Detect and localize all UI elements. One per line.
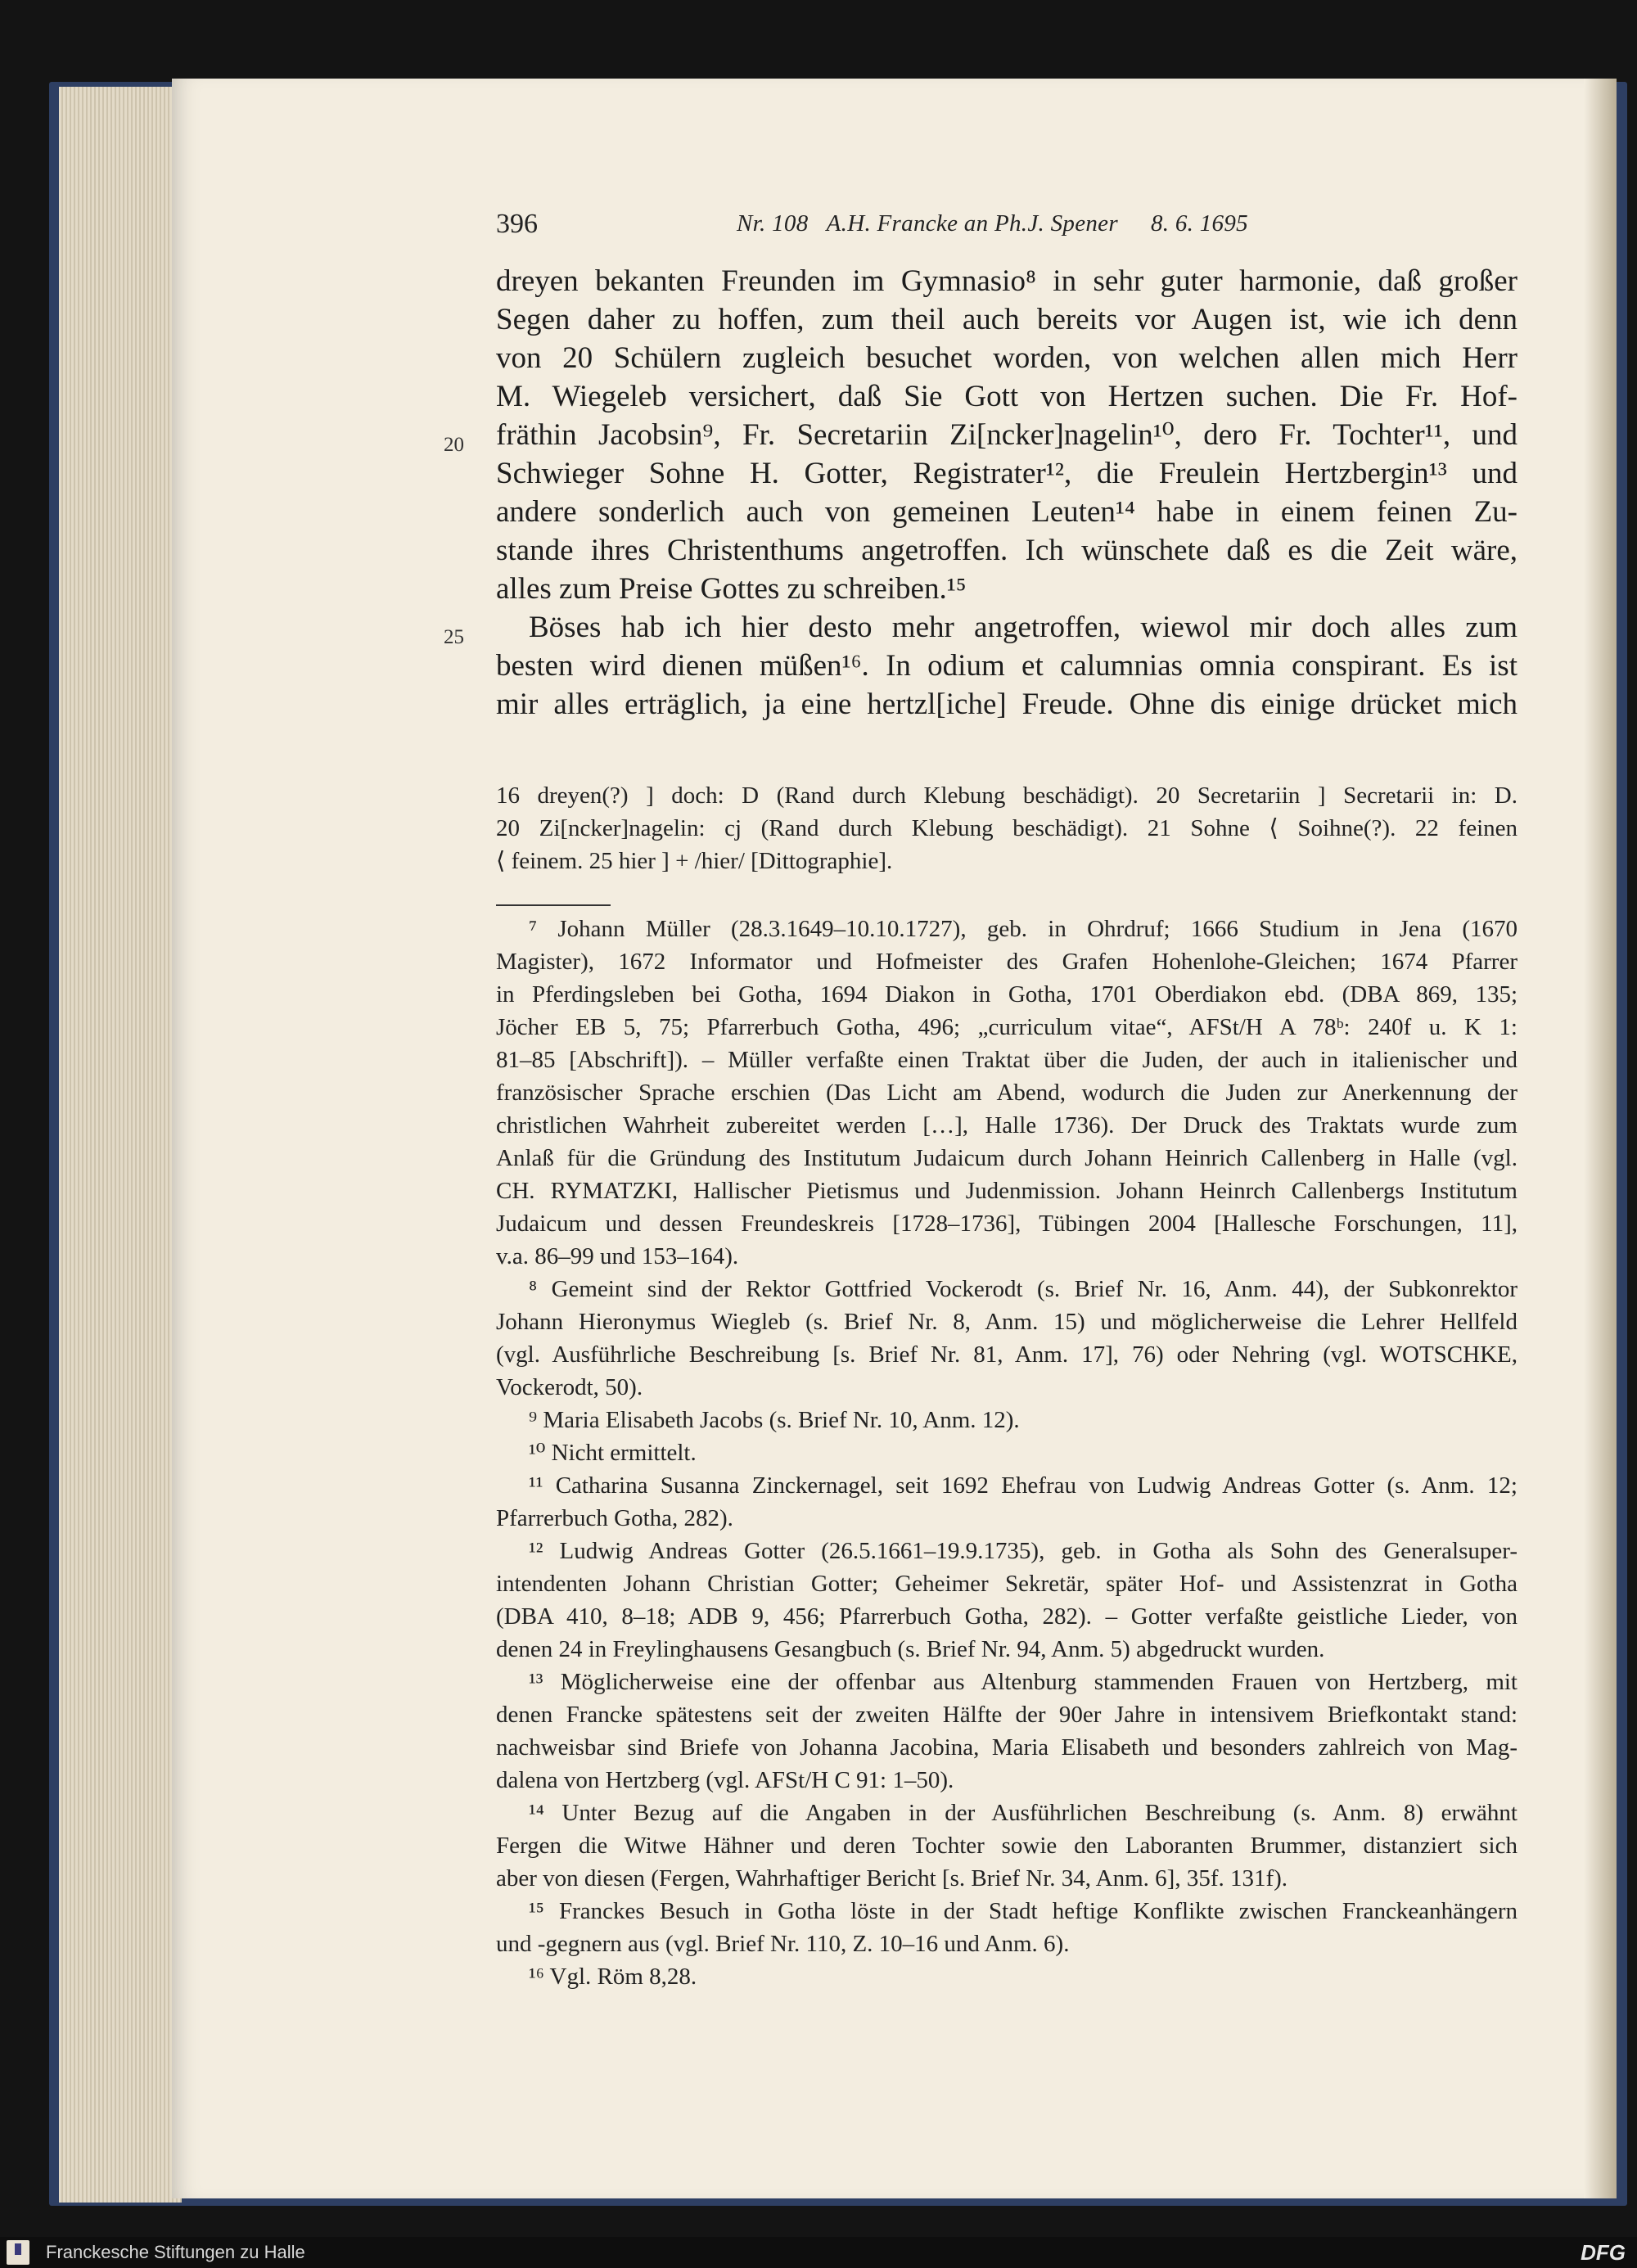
text-line: Böses hab ich hier desto mehr angetroffen, wiewol mir doch alles zum: [529, 611, 1517, 644]
footnote-line: französischer Sprache erschien (Das Licht am Abend, wodurch die Juden zur Anerkennung der: [496, 1080, 1517, 1106]
footnote-line: dalena von Hertzberg (vgl. AFSt/H C 91: 1–50).: [496, 1767, 954, 1793]
text-line: fräthin Jacobsin⁹, Fr. Secretariin Zi[ncker]nagelin¹⁰, dero Fr. Tochter¹¹, und: [496, 418, 1517, 452]
footnote-line: Magister), 1672 Informator und Hofmeister des Grafen Hohenlohe-Gleichen; 1674 Pfarrer: [496, 949, 1517, 975]
main-text: [496, 262, 1517, 724]
footnote-line: christlichen Wahrheit zubereitet werden […], Halle 1736). Der Druck des Traktats wurde zum: [496, 1112, 1517, 1139]
footnote-line: (DBA 410, 8–18; ADB 9, 456; Pfarrerbuch Gotha, 282). – Gotter verfaßte geistliche Lieder, von: [496, 1603, 1517, 1630]
footnote-line: ¹⁵ Franckes Besuch in Gotha löste in der Stadt heftige Konflikte zwischen Franckeanhängern: [529, 1898, 1517, 1924]
apparatus-line: 20 Zi[ncker]nagelin: cj (Rand durch Klebung beschädigt). 21 Sohne ⟨ Soihne(?). 22 feinen: [496, 815, 1517, 841]
text-line: Segen daher zu hoffen, zum theil auch bereits vor Augen ist, wie ich denn: [496, 303, 1517, 336]
line-number-20: 20: [444, 434, 464, 456]
institution-logo-icon[interactable]: [7, 2240, 29, 2265]
footnote-line: ¹³ Möglicherweise eine der offenbar aus Altenburg stammenden Frauen von Hertzberg, mit: [529, 1669, 1517, 1695]
footnote-rule: [496, 904, 611, 906]
footnote-line: CH. RYMATZKI, Hallischer Pietismus und Judenmission. Johann Heinrch Callenbergs Institutum: [496, 1178, 1517, 1204]
text-line: stande ihres Christenthums angetroffen. Ich wünschete daß es die Zeit wäre,: [496, 534, 1517, 567]
footnote-line: denen Francke spätestens seit der zweiten Hälfte der 90er Jahre in intensivem Briefkontakt stand:: [496, 1702, 1517, 1728]
footnote-line: ¹⁴ Unter Bezug auf die Angaben in der Ausführlichen Beschreibung (s. Anm. 8) erwähnt: [529, 1800, 1517, 1826]
critical-apparatus: [496, 779, 1517, 877]
apparatus-line: ⟨ feinem. 25 hier ] + /hier/ [Dittographie].: [496, 848, 893, 874]
page-edges: [59, 87, 182, 2203]
footnote-line: Vockerodt, 50).: [496, 1374, 643, 1400]
dfg-logo[interactable]: DFG: [1581, 2240, 1626, 2265]
footnote-line: intendenten Johann Christian Gotter; Geheimer Sekretär, später Hof- und Assistenzrat in Gotha: [496, 1571, 1517, 1597]
footnote-line: ¹² Ludwig Andreas Gotter (26.5.1661–19.9.1735), geb. in Gotha als Sohn des Generalsuper-: [529, 1538, 1517, 1564]
running-head: [737, 210, 1248, 237]
footnote-line: aber von diesen (Fergen, Wahrhaftiger Bericht [s. Brief Nr. 34, Anm. 6], 35f. 131f).: [496, 1865, 1288, 1892]
text-line: besten wird dienen müßen¹⁶. In odium et calumnias omnia conspirant. Es ist: [496, 649, 1517, 683]
footnote-line: Pfarrerbuch Gotha, 282).: [496, 1505, 733, 1531]
running-head-date: 8. 6. 1695: [1150, 210, 1248, 237]
footnote-line: ⁸ Gemeint sind der Rektor Gottfried Vockerodt (s. Brief Nr. 16, Anm. 44), der Subkonrektor: [529, 1276, 1517, 1302]
footnote-line: Jöcher EB 5, 75; Pfarrerbuch Gotha, 496; „curriculum vitae“, AFSt/H A 78ᵇ: 240f u. K 1:: [496, 1014, 1517, 1040]
footnote-line: Fergen die Witwe Hähner und deren Tochter sowie den Laboranten Brummer, distanziert sich: [496, 1833, 1517, 1859]
page-number: 396: [496, 209, 538, 239]
institution-label[interactable]: Franckesche Stiftungen zu Halle: [46, 2242, 305, 2262]
footnote-line: und -gegnern aus (vgl. Brief Nr. 110, Z. 10–16 und Anm. 6).: [496, 1931, 1070, 1957]
line-number-25: 25: [444, 626, 464, 648]
text-line: mir alles erträglich, ja eine hertzl[iche] Freude. Ohne dis einige drücket mich: [496, 688, 1517, 721]
page-gutter-shadow: [1584, 79, 1617, 2198]
footnote-line: Johann Hieronymus Wiegleb (s. Brief Nr. 8, Anm. 15) und möglicherweise die Lehrer Hellfeld: [496, 1309, 1517, 1335]
apparatus-line: 16 dreyen(?) ] doch: D (Rand durch Klebung beschädigt). 20 Secretariin ] Secretarii in: D.: [496, 782, 1517, 809]
footnote-line: ⁷ Johann Müller (28.3.1649–10.10.1727), geb. in Ohrdruf; 1666 Studium in Jena (1670: [529, 916, 1517, 942]
footnote-line: ¹⁶ Vgl. Röm 8,28.: [529, 1964, 697, 1990]
viewer-footer-bar: [0, 2237, 1637, 2268]
text-line: Schwieger Sohne H. Gotter, Registrater¹², die Freulein Hertzbergin¹³ und: [496, 457, 1517, 490]
text-line: dreyen bekanten Freunden im Gymnasio⁸ in sehr guter harmonie, daß großer: [496, 264, 1517, 298]
footnote-line: Judaicum und dessen Freundeskreis [1728–1736], Tübingen 2004 [Hallesche Forschungen, 11],: [496, 1211, 1517, 1237]
page-header: [496, 209, 1534, 245]
footnote-line: Anlaß für die Gründung des Institutum Judaicum durch Johann Heinrich Callenberg in Halle (vgl.: [496, 1145, 1517, 1171]
footnote-line: (vgl. Ausführliche Beschreibung [s. Brief Nr. 81, Anm. 17], 76) oder Nehring (vgl. WOTSCHKE,: [496, 1341, 1517, 1368]
running-head-title: Nr. 108 A.H. Francke an Ph.J. Spener: [737, 210, 1118, 237]
footnotes: [496, 913, 1517, 1993]
text-line: alles zum Preise Gottes zu schreiben.¹⁵: [496, 572, 967, 606]
footnote-line: ¹¹ Catharina Susanna Zinckernagel, seit 1692 Ehefrau von Ludwig Andreas Gotter (s. Anm. 12;: [529, 1472, 1517, 1499]
footnote-line: in Pferdingsleben bei Gotha, 1694 Diakon in Gotha, 1701 Oberdiakon ebd. (DBA 869, 135;: [496, 981, 1517, 1008]
text-line: von 20 Schülern zugleich besuchet worden, von welchen allen mich Herr: [496, 341, 1517, 375]
footnote-line: denen 24 in Freylinghausens Gesangbuch (s. Brief Nr. 94, Anm. 5) abgedruckt wurden.: [496, 1636, 1325, 1662]
footnote-line: ¹⁰ Nicht ermittelt.: [529, 1440, 697, 1466]
text-line: M. Wiegeleb versichert, daß Sie Gott von Hertzen suchen. Die Fr. Hof-: [496, 380, 1517, 413]
text-line: andere sonderlich auch von gemeinen Leuten¹⁴ habe in einem feinen Zu-: [496, 495, 1517, 529]
footnote-line: ⁹ Maria Elisabeth Jacobs (s. Brief Nr. 10, Anm. 12).: [529, 1407, 1020, 1433]
footnote-line: 81–85 [Abschrift]). – Müller verfaßte einen Traktat über die Juden, der auch in italienischer und: [496, 1047, 1517, 1073]
footnote-line: v.a. 86–99 und 153–164).: [496, 1243, 739, 1269]
footnote-line: nachweisbar sind Briefe von Johanna Jacobina, Maria Elisabeth und besonders zahlreich von Mag-: [496, 1734, 1517, 1761]
